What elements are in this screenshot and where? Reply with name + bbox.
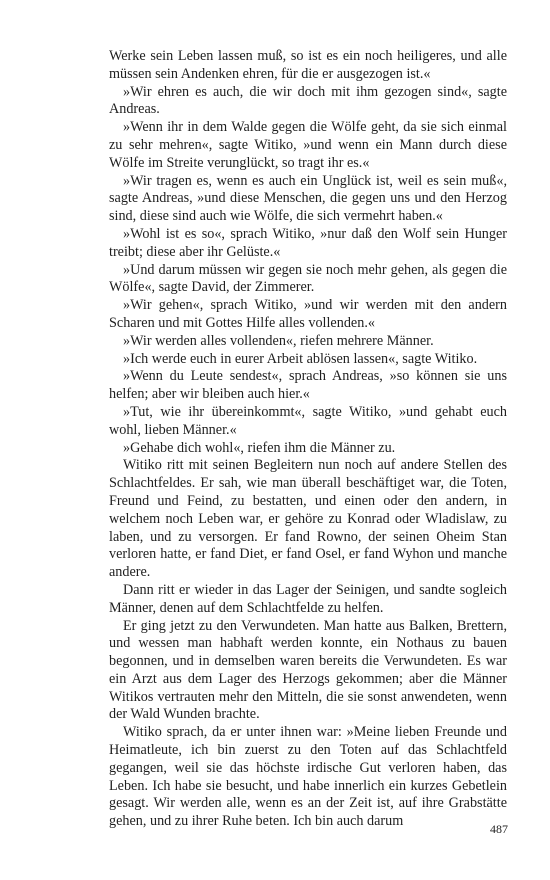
paragraph-continuation: Werke sein Leben lassen muß, so ist es ein noch heiligeres, und alle müssen sein Andenken ehren, für die er ausgezogen ist.« (109, 48, 507, 82)
paragraph: »Wir tragen es, wenn es auch ein Unglück ist, weil es sein muß«, sagte Andreas, »und diese Menschen, die gegen uns und den Herzog sind, diese sind auch wie Wölfe, die sich vermehrt haben.« (109, 172, 507, 225)
paragraph: »Wir gehen«, sprach Witiko, »und wir werden mit den andern Scharen und mit Gottes Hilfe alles vollenden.« (109, 297, 507, 331)
paragraph: »Tut, wie ihr übereinkommt«, sagte Witiko, »und gehabt euch wohl, lieben Männer.« (109, 403, 507, 438)
paragraph: »Wir ehren es auch, die wir doch mit ihm gezogen sind«, sagte Andreas. (109, 83, 507, 118)
paragraph: Witiko sprach, da er unter ihnen war: »Meine lieben Freunde und Heimatleute, ich bin zuerst zu den Toten auf das Schlachtfeld gegangen, weil sie das höchste irdische Gut verloren haben, das Leben. Ich habe sie besucht, und habe innerlich ein kurzes Gebetlein gesagt. Wir werden alle, wenn es an der Zeit ist, auf ihre Grabstätte gehen, und zu ihrer Ruhe beten. Ich bin auch darum (109, 724, 507, 830)
paragraph: »Wenn du Leute sendest«, sprach Andreas, »so können sie uns helfen; aber wir bleiben auch hier.« (109, 368, 507, 403)
paragraph: »Und darum müssen wir gegen sie noch mehr gehen, als gegen die Wölfe«, sagte David, der Zimmerer. (109, 261, 507, 296)
paragraph: »Gehabe dich wohl«, riefen ihm die Männer zu. (123, 439, 396, 456)
page-body (109, 48, 507, 831)
paragraph: »Wenn ihr in dem Walde gegen die Wölfe geht, da sie sich einmal zu sehr mehren«, sagte Witiko, »und wenn ein Mann durch diese Wölfe im Streite verunglückt, so tragt ihr es.« (109, 119, 507, 171)
paragraph: »Wir werden alles vollenden«, riefen mehrere Männer. (123, 332, 434, 349)
paragraph: Er ging jetzt zu den Verwundeten. Man hatte aus Balken, Brettern, und wessen man habhaft werden konnte, ein Nothaus zu bauen begonnen, und in demselben waren bereits die Verwundeten. Es war ein Arzt aus dem Lager des Herzogs gekommen; aber die Männer Witikos vertrauten mehr den Mitteln, die sie sonst anwendeten, wenn der Wald Wunden brachte. (109, 617, 507, 723)
paragraph: »Ich werde euch in eurer Arbeit ablösen lassen«, sagte Witiko. (123, 350, 478, 367)
paragraph: Witiko ritt mit seinen Begleitern nun noch auf andere Stellen des Schlachtfeldes. Er sah, wie man überall beschäftiget war, die Toten, Freund und Feind, zu bestatten, und einen oder den andern, in welchem noch Leben war, er gehöre zu Konrad oder Wladislaw, zu laben, und zu versorgen. Er fand Rowno, der seinen Oheim Stan verloren hatte, er fand Diet, er fand Osel, er fand Wyhon und manche andere. (109, 457, 507, 581)
paragraph: Dann ritt er wieder in das Lager der Seinigen, und sandte sogleich Männer, denen auf dem Schlachtfelde zu helfen. (109, 581, 507, 616)
page-number: 487 (490, 822, 508, 836)
paragraph: »Wohl ist es so«, sprach Witiko, »nur daß den Wolf sein Hunger treibt; diese aber ihr Gelüste.« (109, 225, 507, 260)
